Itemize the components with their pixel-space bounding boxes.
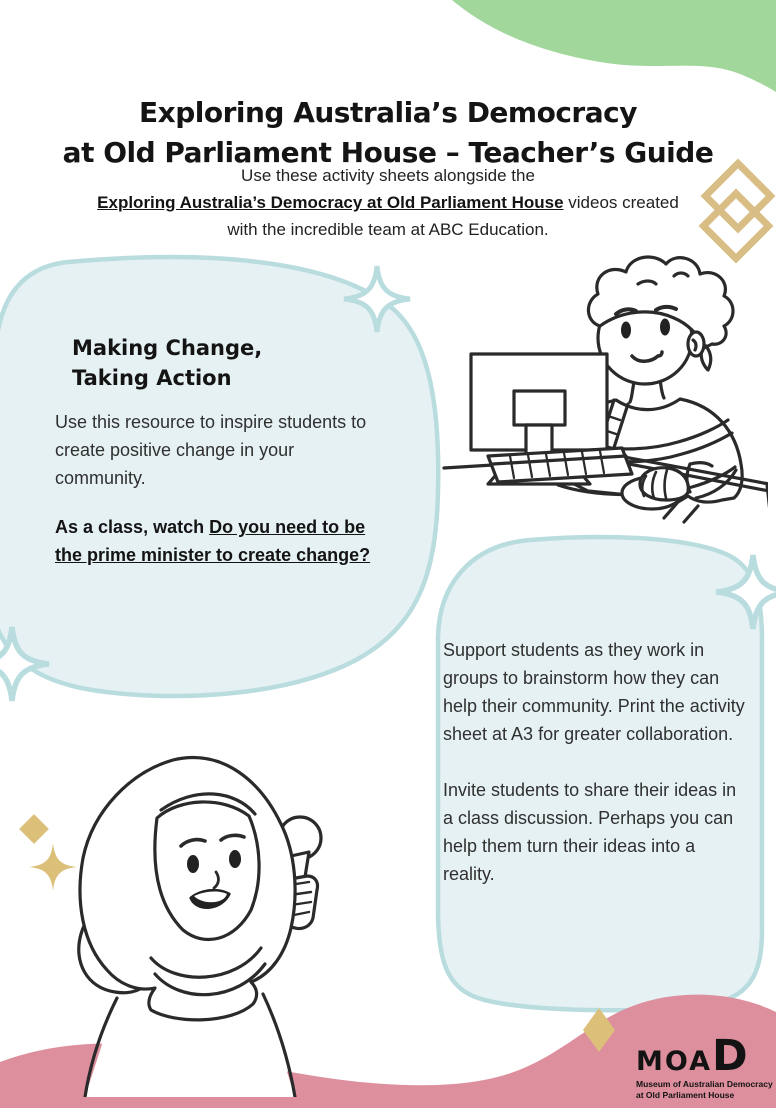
watch-cta-prefix: As a class, watch [55,517,210,537]
moad-logo-d: D [712,1031,748,1081]
intro-line2 [38,189,738,216]
video-series-link[interactable]: Exploring Australia’s Democracy at Old Parliament House [97,193,564,212]
moad-subline1: Museum of Australian Democracy [636,1079,773,1089]
video-link[interactable]: Do you need to be the prime minister to create change? [55,517,371,565]
intro-text [38,162,738,243]
intro-line2-suffix: videos created [563,193,679,212]
moad-subline2: at Old Parliament House [636,1089,735,1100]
diamond-icon [19,814,49,844]
green-corner-shape [452,0,776,92]
section-heading: Making Change, Taking Action [72,336,263,391]
moad-logo-subtext [636,1079,776,1100]
moad-logo-moa: MOA [636,1046,712,1077]
boy-at-computer-illustration [438,250,768,550]
page-title [0,93,776,173]
left-paragraph: Use this resource to inspire students to create positive change in your community. [55,412,367,488]
intro-line3: with the incredible team at ABC Education. [227,220,549,239]
left-section-body [55,408,389,569]
watch-cta [55,513,389,569]
right-paragraph-1: Support students as they work in groups to brainstorm how they can help their community. Print the activity sheet at A3 for greater collaboration. [443,640,745,744]
intro-line1: Use these activity sheets alongside the [241,166,535,185]
page-title-line2: at Old Parliament House – Teacher’s Guide [62,135,714,169]
right-section-body [443,636,745,888]
moad-logo [636,1031,776,1100]
right-paragraph-2: Invite students to share their ideas in a class discussion. Perhaps you can help them turn their ideas into a reality. [443,780,737,884]
girl-with-microphone-illustration [55,752,340,1097]
page-title-line1: Exploring Australia’s Democracy [139,95,637,129]
moad-logo-acronym [636,1031,776,1081]
